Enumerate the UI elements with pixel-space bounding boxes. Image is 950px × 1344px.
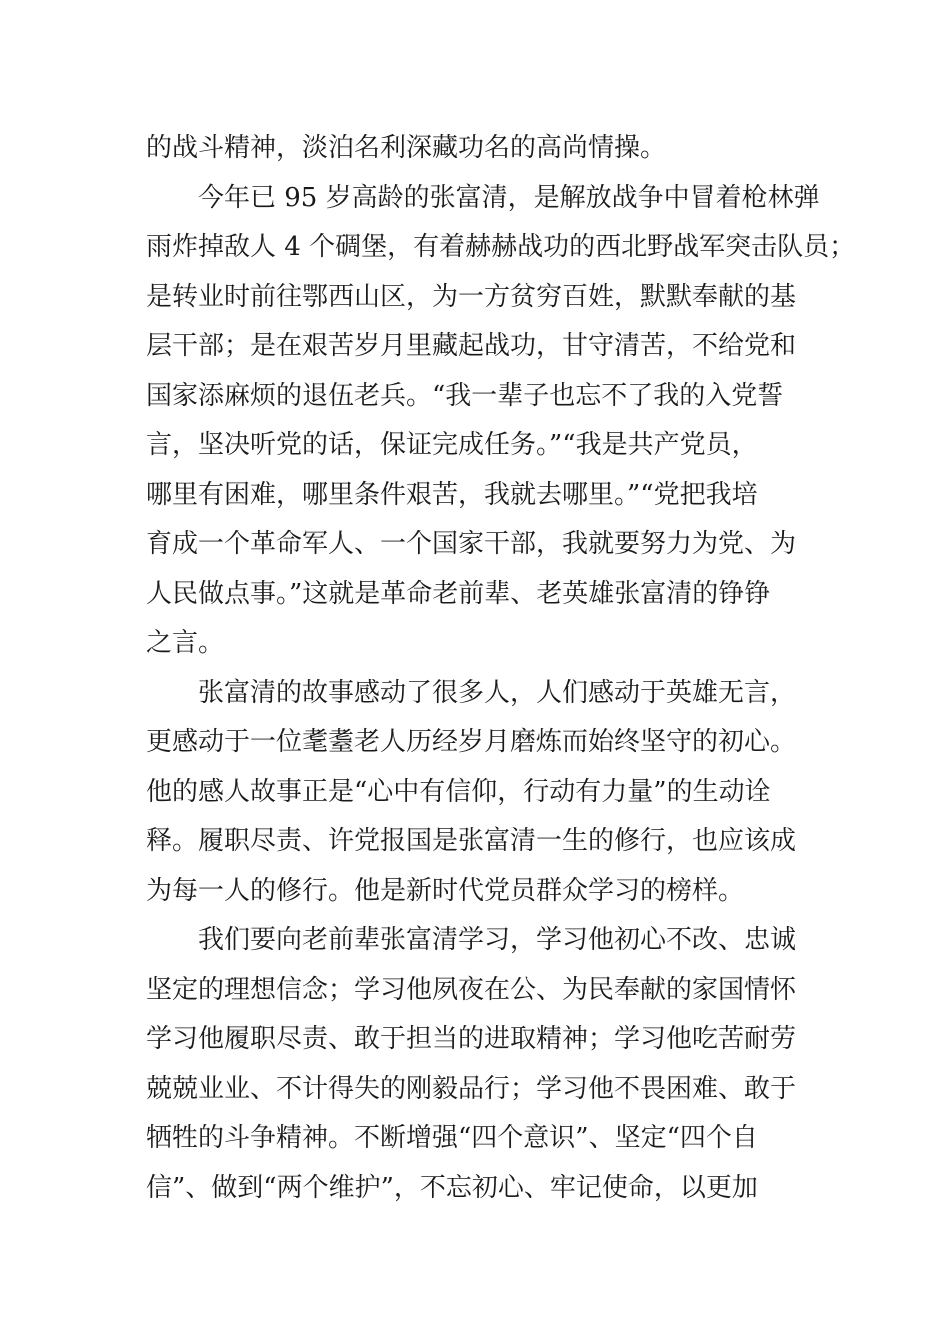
text-line: 的战斗精神，淡泊名利深藏功名的高尚情操。 (146, 133, 667, 163)
text-line: 我们要向老前辈张富清学习，学习他初心不改、忠诚 (198, 925, 797, 955)
text-line: 国家添麻烦的退伍老兵。“我一辈子也忘不了我的入党誓 (146, 380, 784, 411)
text-line: 言，坚决听党的话，保证完成任务。”“我是共产党员， (146, 430, 758, 460)
text-line: 释。履职尽责、许党报国是张富清一生的修行，也应该成 (146, 826, 797, 856)
text-line: 层干部；是在艰苦岁月里藏起战功，甘守清苦，不给党和 (146, 331, 797, 361)
text-line: 他的感人故事正是“心中有信仰，行动有力量”的生动诠 (146, 776, 771, 807)
text-line: 为每一人的修行。他是新时代党员群众学习的榜样。 (146, 875, 745, 906)
text-line: 哪里有困难，哪里条件艰苦，我就去哪里。”“党把我培 (146, 479, 758, 510)
text-line: 今年已 95 岁高龄的张富清，是解放战争中冒着枪林弹 (198, 182, 820, 213)
text-line: 牺牲的斗争精神。不断增强“四个意识”、坚定“四个自 (146, 1123, 758, 1153)
text-line: 兢兢业业、不计得失的刚毅品行；学习他不畏困难、敢于 (146, 1073, 797, 1104)
text-line: 人民做点事。”这就是革命老前辈、老英雄张富清的铮铮 (146, 578, 771, 609)
paragraph-4 (146, 916, 826, 1213)
text-line: 是转业时前往鄂西山区，为一方贫穷百姓，默默奉献的基 (146, 281, 797, 312)
text-line: 更感动于一位耄耋老人历经岁月磨炼而始终坚守的初心。 (146, 727, 797, 757)
paragraph-1 (146, 124, 826, 174)
paragraph-3 (146, 669, 826, 917)
text-line: 信”、做到“两个维护”，不忘初心、牢记使命，以更加 (146, 1172, 758, 1203)
paragraph-2 (146, 174, 856, 669)
text-line: 学习他履职尽责、敢于担当的进取精神；学习他吃苦耐劳 (146, 1024, 797, 1054)
text-line: 之言。 (146, 628, 225, 658)
text-line: 雨炸掉敌人 4 个碉堡，有着赫赫战功的西北野战军突击队员； (146, 232, 856, 262)
text-line: 育成一个革命军人、一个国家干部，我就要努力为党、为 (146, 529, 797, 559)
body-text (146, 124, 856, 1213)
text-line: 坚定的理想信念；学习他夙夜在公、为民奉献的家国情怀 (146, 974, 797, 1005)
text-line: 张富清的故事感动了很多人，人们感动于英雄无言， (198, 677, 797, 708)
